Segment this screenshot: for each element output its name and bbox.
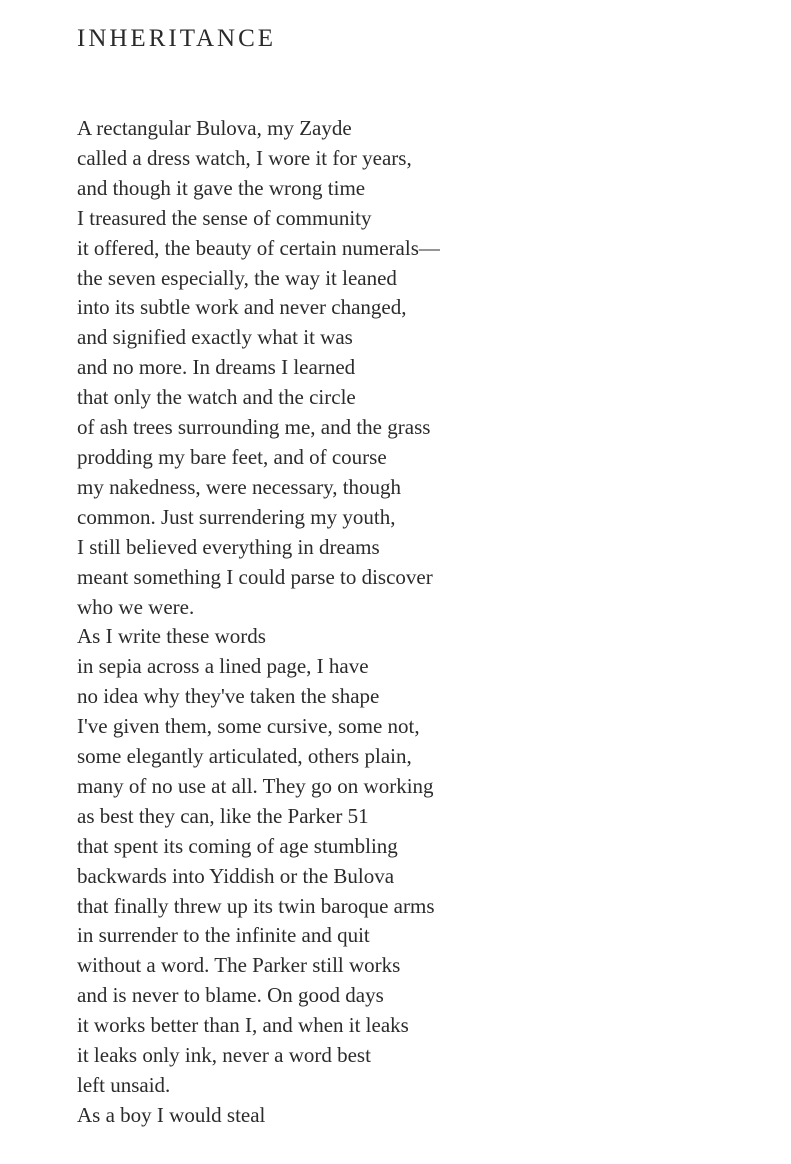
poem-line: left unsaid.: [77, 1073, 171, 1097]
poem-line: I treasured the sense of community: [77, 205, 372, 230]
poem-line: into its subtle work and never changed,: [77, 295, 407, 320]
poem-title: INHERITANCE: [77, 25, 277, 52]
poem-line: the seven especially, the way it leaned: [77, 265, 397, 290]
poem-line: backwards into Yiddish or the Bulova: [77, 863, 395, 888]
poem-line: and though it gave the wrong time: [77, 175, 366, 200]
poem-line: it offered, the beauty of certain numerals—: [77, 235, 440, 260]
poem-line: that spent its coming of age stumbling: [77, 833, 398, 858]
poem-line: no idea why they've taken the shape: [77, 684, 380, 709]
poem-line: my nakedness, were necessary, though: [77, 474, 402, 499]
poem-line: I've given them, some cursive, some not,: [77, 714, 420, 739]
poem-body: [77, 114, 440, 1131]
poem-line: called a dress watch, I wore it for years,: [77, 145, 412, 170]
poem-line: of ash trees surrounding me, and the grass: [77, 415, 431, 440]
poem-line: common. Just surrendering my youth,: [77, 504, 396, 529]
poem-line: and no more. In dreams I learned: [77, 355, 356, 380]
poem-line: without a word. The Parker still works: [77, 953, 401, 978]
poem-line: some elegantly articulated, others plain,: [77, 744, 412, 769]
poem-line: as best they can, like the Parker 51: [77, 803, 369, 828]
poem-line: many of no use at all. They go on working: [77, 773, 434, 798]
poem-line: in sepia across a lined page, I have: [77, 654, 369, 679]
poem-line: and is never to blame. On good days: [77, 983, 384, 1008]
poem-line: it leaks only ink, never a word best: [77, 1043, 371, 1068]
poem-line: meant something I could parse to discover: [77, 564, 433, 589]
poem-line: and signified exactly what it was: [77, 325, 353, 350]
poem-line: I still believed everything in dreams: [77, 534, 380, 559]
poem-line: As a boy I would steal: [77, 1102, 266, 1127]
poem-line: who we were.: [77, 594, 195, 619]
poem-line: As I write these words: [77, 624, 266, 649]
poem-line: A rectangular Bulova, my Zayde: [77, 116, 352, 140]
poem-line: that only the watch and the circle: [77, 385, 356, 410]
poem-line: in surrender to the infinite and quit: [77, 923, 370, 948]
poem-line: prodding my bare feet, and of course: [77, 444, 387, 469]
poem-line: it works better than I, and when it leaks: [77, 1013, 409, 1038]
poem-line: that finally threw up its twin baroque arms: [77, 893, 435, 918]
